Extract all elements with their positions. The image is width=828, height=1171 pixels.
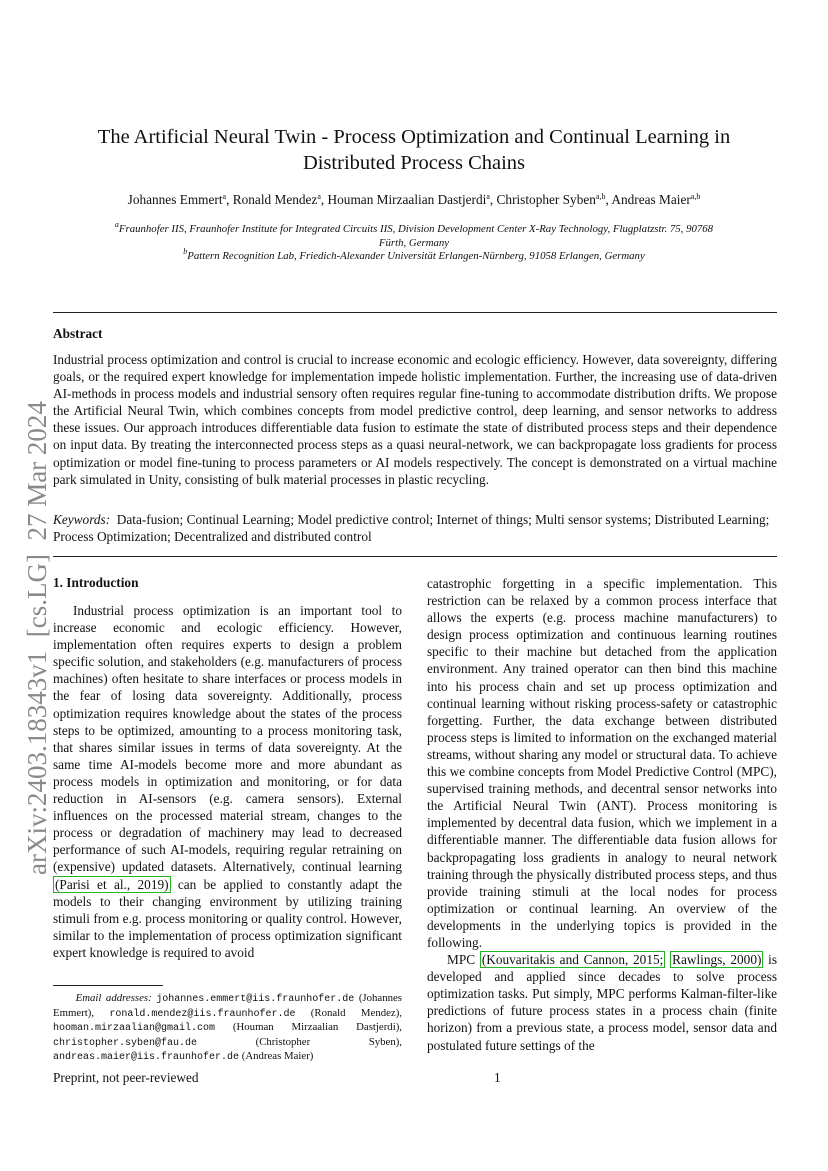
affiliation-a: $^a$Fraunhofer IIS, Fraunhofer Institute for Integrated Circuits IIS, Division Development Center X-Ray Technology, Flugplatzstr. 75, 90768 Fürth, Germany [114,220,714,249]
author-2: Ronald Mendez$^a$ [232,192,321,207]
section-heading-introduction: 1. Introduction [53,575,139,590]
author-1: Johannes Emmert$^a$ [127,192,227,207]
divider-bottom [53,556,777,557]
arxiv-identifier-stamp [14,360,54,880]
arxiv-stamp-text: arXiv:2403.18343v1 [cs.LG] 27 Mar 2024 [22,401,52,875]
email-link[interactable]: johannes.emmert@iis.fraunhofer.de [156,994,355,1005]
author-4: Christopher Syben$^{a,b}$ [496,192,606,207]
author-5: Andreas Maier$^{a,b}$ [611,192,701,207]
preprint-note: Preprint, not peer-reviewed [53,1070,199,1085]
email-link[interactable]: andreas.maier@iis.fraunhofer.de [53,1052,240,1064]
paper-title [60,124,768,176]
affiliation-b: $^b$Pattern Recognition Lab, Friedich-Alexander Universität Erlangen-Nürnberg, 91058 Erlangen, Germany [183,247,645,262]
email-link[interactable]: christopher.syben@fau.de [53,1037,198,1049]
email-link[interactable]: hooman.mirzaalian@gmail.com [53,1023,216,1035]
left-column [53,602,402,961]
divider-top [53,312,777,313]
keywords-label: Keywords: [53,512,111,527]
paragraph: Industrial process optimization is an important tool to increase economic and ecologic efficiency. However, implementation often requires experts to design a problem specific solution, and stakeholders (e.g. manufacturers of process machines) often hesitate to share interfaces or process models in the fear of losing data sovereignty. Additionally, process optimization requires knowledge about the states of the process steps to be optimized, amounting to a process monitoring task, that shares similar issues in terms of data sovereignty. At the same time AI-models become more and more abundant as process models in optimization and monitoring, or for data reduction in AI-sensors (e.g. camera sensors). External influences on the processed material stream, changes to the process or degradation of machinery may lead to decreased performance of such AI-models, requiring regular retraining on (expensive) updated datasets. Alternatively, continual learning (Parisi et al., 2019) can be applied to constantly adapt the models to their changing environment by utilizing training stimuli from e.g. process monitoring or quality control. However, similar to the implementation of process optimization significant expert knowledge is required to avoid [53,603,402,960]
author-3: Houman Mirzaalian Dastjerdi$^a$ [327,192,490,207]
keywords-text: Data-fusion; Continual Learning; Model predictive control; Internet of things; Multi sensor systems; Distributed Learning; Process Optimization; Decentralized and distributed control [53,512,770,545]
paragraph: catastrophic forgetting in a specific implementation. This restriction can be relaxed by a common process interface that allows the experts (e.g. process machine manufacturers) to design process optimization and continuous learning routines specific to their machine but detached from the application environment. Any trained operator can then bind this machine into his process chain and set up process optimization and continual learning without risking process-safety or catastrophic forgetting. Further, the data exchange between distributed process steps is limited to information on the exchanged material streams, without sharing any model or structural data. To achieve this we combine concepts from Model Predictive Control (MPC), supervised training methods, and decentral sensor networks into the Artificial Neural Twin (ANT). Process monitoring is implemented by decentral data fusion, which we implement in a differentiable manner. The differentiable data fusion allows for backpropagating loss gradients in analogy to neural network training through the physically distributed process steps, and thus provide training stimuli at the local nodes for process optimization or continual learning. An overview of the developments in the underlying topics is provided in the following. [427,576,777,950]
email-link[interactable]: ronald.mendez@iis.fraunhofer.de [109,1008,296,1020]
footnote-rule [53,985,163,986]
paragraph: MPC (Kouvaritakis and Cannon, 2015; Rawlings, 2000) is developed and applied since decades to solve process optimization tasks. Put simply, MPC performs Kalman-filter-like predictions of future process states in a process chain (finite horizon) from a previous state, a process model, sensor data and postulated future settings of the [427,952,778,1053]
citation-link[interactable]: (Kouvaritakis and Cannon, 2015; [481,952,664,968]
keywords [53,511,777,545]
citation-link[interactable]: Rawlings, 2000) [672,952,762,968]
right-column [427,575,777,1054]
footnote-emails: Email addresses: johannes.emmert@iis.fraunhofer.de (Johannes Emmert), ronald.mendez@iis.fraunhofer.de (Ronald Mendez), hooman.mirzaalian@gmail.com (Houman Mirzaalian Dastjerdi), christopher.syben@fau.de (Christopher Syben), andreas.maier@iis.fraunhofer.de (Andreas Maier) [53,992,403,1064]
abstract-heading: Abstract [53,326,103,341]
author-list: Johannes Emmert$^a$, Ronald Mendez$^a$, Houman Mirzaalian Dastjerdi$^a$, Christopher Syben$^{a,b}$, Andreas Maier$^{a,b}$ [127,192,701,207]
citation-link[interactable]: (Parisi et al., 2019) [55,876,169,892]
page-number: 1 [494,1070,501,1085]
title-line-2: Distributed Process Chains [302,152,526,174]
abstract-text: Industrial process optimization and control is crucial to increase economic and ecologic efficiency. However, data sovereignty, differing goals, or the required expert knowledge for implementation impede holistic implementation. Further, the increasing use of data-driven AI-methods in process models and industrial sensory often requires regular fine-tuning to accommodate distribution drifts. We propose the Artificial Neural Twin, which combines concepts from model predictive control, deep learning, and sensor networks to address these issues. Our approach introduces differentiable data fusion to estimate the state of distributed process steps and their dependence on input data. By treating the interconnected process steps as a quasi neural-network, we can backpropagate loss gradients for process optimization or model fine-tuning to process parameters or AI models respectively. The concept is demonstrated on a virtual machine park simulated in Unity, consisting of bulk material processes in plastic recycling. [53,352,777,487]
title-line-1: The Artificial Neural Twin - Process Optimization and Continual Learning in [97,126,731,148]
